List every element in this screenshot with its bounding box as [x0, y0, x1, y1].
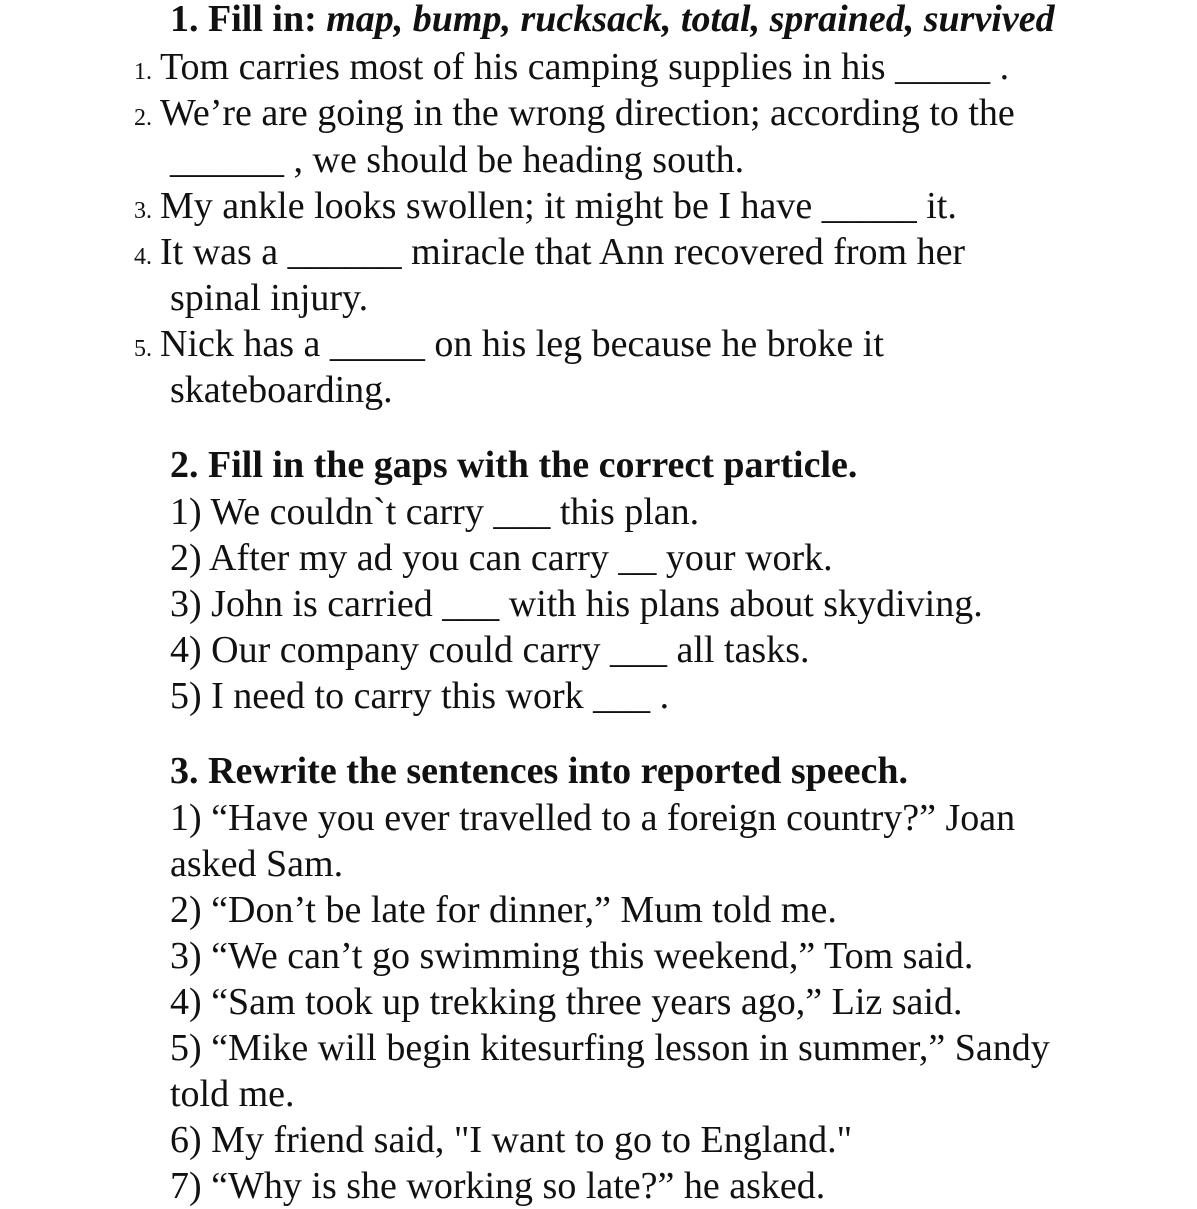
section1-word-bank: map, bump, rucksack, total, sprained, survived	[326, 0, 1055, 40]
section1-item-4	[134, 229, 965, 280]
section1-item-5	[134, 321, 884, 372]
section2-item-4: 4) Our company could carry ___ all tasks.	[170, 629, 810, 671]
section1-heading-prefix: 1. Fill in:	[170, 0, 327, 40]
item-text-continued: ______ , we should be heading south.	[170, 139, 745, 181]
item-number: 3.	[134, 198, 152, 224]
section2-item-1: 1) We couldn`t carry ___ this plan.	[170, 491, 700, 533]
section3-line-7: told me.	[170, 1073, 295, 1115]
section3-line-1: 1) “Have you ever travelled to a foreign country?” Joan	[170, 797, 1016, 839]
section2-heading: 2. Fill in the gaps with the correct particle.	[170, 444, 858, 486]
section3-line-6: 5) “Mike will begin kitesurfing lesson in summer,” Sandy	[170, 1027, 1050, 1069]
section1-item-2-cont	[170, 137, 744, 183]
section3-line-5: 4) “Sam took up trekking three years ago,” Liz said.	[170, 981, 963, 1023]
section2-item-5: 5) I need to carry this work ___ .	[170, 675, 670, 717]
section3-line-2: asked Sam.	[170, 843, 344, 885]
section1-item-3	[134, 183, 957, 234]
section1-item-4-cont	[170, 275, 368, 321]
section3-line-8: 6) My friend said, "I want to go to England."	[170, 1119, 853, 1161]
item-number: 1.	[134, 59, 152, 85]
section3-line-9: 7) “Why is she working so late?” he asked.	[170, 1165, 826, 1207]
item-number: 4.	[134, 244, 152, 270]
item-number: 2.	[134, 105, 152, 131]
item-text: We’re are going in the wrong direction; according to the	[160, 92, 1015, 134]
item-text: Tom carries most of his camping supplies in his _____ .	[160, 46, 1010, 88]
section1-item-2	[134, 90, 1015, 141]
section3-line-4: 3) “We can’t go swimming this weekend,” Tom said.	[170, 935, 974, 977]
item-text: It was a ______ miracle that Ann recovered from her	[160, 231, 966, 273]
section1-heading	[170, 0, 1055, 42]
section2-item-2: 2) After my ad you can carry __ your work.	[170, 537, 833, 579]
item-text-continued: skateboarding.	[170, 369, 393, 411]
section3-line-3: 2) “Don’t be late for dinner,” Mum told me.	[170, 889, 837, 931]
section3-heading: 3. Rewrite the sentences into reported speech.	[170, 750, 909, 792]
item-number: 5.	[134, 336, 152, 362]
section2-item-3: 3) John is carried ___ with his plans about skydiving.	[170, 583, 983, 625]
item-text-continued: spinal injury.	[170, 277, 369, 319]
section1-item-5-cont	[170, 367, 393, 413]
item-text: Nick has a _____ on his leg because he broke it	[160, 323, 884, 365]
section1-item-1	[134, 44, 1009, 95]
item-text: My ankle looks swollen; it might be I have _____ it.	[160, 185, 957, 227]
